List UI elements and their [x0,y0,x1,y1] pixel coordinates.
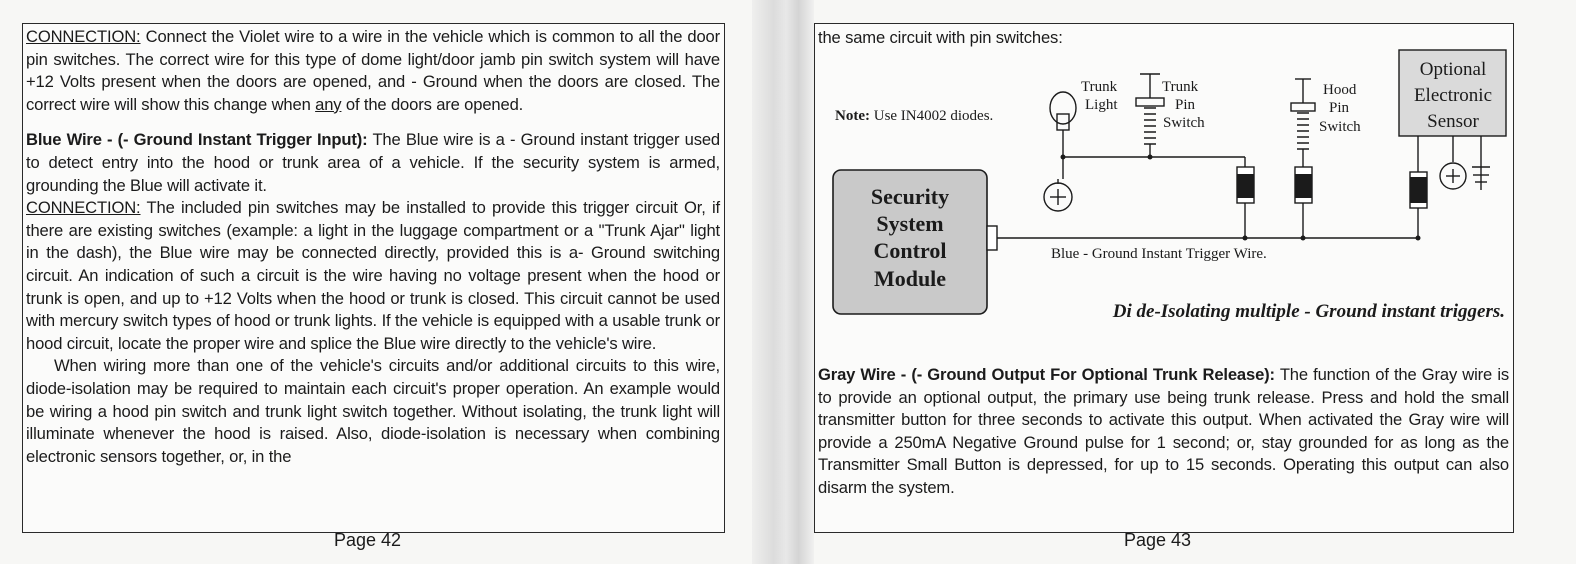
blue-wire-heading: Blue Wire - (- Ground Instant Trigger Input): [26,130,368,150]
trunk-pin-label-1: Trunk [1162,79,1199,95]
blue-connection-paragraph [26,197,720,355]
diode-icon [1410,172,1427,208]
trunk-light-positive-icon [1044,179,1072,211]
gray-wire-paragraph [818,364,1509,500]
page-43 [814,0,1576,564]
page-42-body [26,26,720,468]
blue-wire-paragraph [26,129,720,197]
blue-trigger-wire [989,203,1418,238]
sensor-label-3: Sensor [1427,111,1479,132]
junction-dot [1243,236,1248,241]
violet-connection-text: Connect the Violet wire to a wire in the vehicle which is common to all the door pin switches. The correct wire for this type of dome light/door jamb pin switch system will have +12 Volts present when the doors are opened, and - Ground when the doors are closed. The correct wire will show this change when [26,27,720,114]
module-label-3: Control [873,238,947,263]
trunk-light-label-1: Trunk [1081,79,1118,95]
diode-icon [1295,167,1312,203]
page-43-frame [814,23,1514,533]
wiring-paragraph: When wiring more than one of the vehicle's circuits and/or additional circuits to this wire, diode-isolation may be required to maintain each circuit's proper operation. An example would be wiring a hood pin switch and trunk light switch together. Without isolating, the trunk light will illuminate whenever the hood is raised. Also, diode-isolation is necessary when combining electronic sensors together, or, in the [26,356,720,466]
sensor-positive-icon [1440,163,1466,189]
page-42-text-frame [22,23,725,533]
hood-pin-label-3: Switch [1319,119,1361,135]
module-label-4: Module [873,266,947,291]
junction-dot [1061,155,1066,160]
blue-wire-label: Blue - Ground Instant Trigger Wire. [1051,246,1267,262]
trunk-light-label-2: Light [1085,97,1118,113]
sensor-label-2: Electronic [1413,85,1493,106]
page-42 [0,0,752,564]
trunk-pin-label-2: Pin [1175,97,1196,113]
blue-wire-text: The Blue wire is a - Ground instant trigger used to detect entry into the hood or trunk area of a vehicle. If the security system is armed, grounding the Blue will activate it. [26,130,720,195]
gray-wire-text: The function of the Gray wire is to provide an optional output, the primary use being trunk release. Press and hold the small transmitter button for three seconds to activate this output. When activated the Gray wire will provide a 250mA Negative Ground pulse for 1 second; or, stay grounded for as long as the Transmitter Small Button is depressed, for up to 15 seconds. Operating this output can also disarm the system. [818,365,1510,497]
hood-pin-switch-icon [1291,79,1315,174]
module-label-2: System [876,211,944,236]
sensor-leads [1418,136,1481,172]
diagram-caption: Di de-Isolating multiple - Ground instant triggers. [1112,301,1505,322]
hood-pin-label-2: Pin [1329,100,1350,116]
connection-label-2: CONNECTION: [26,198,141,218]
sensor-label-1: Optional [1419,59,1487,80]
any-emphasis: any [315,94,342,114]
junction-dot [1416,236,1421,241]
book-gutter [752,0,814,564]
gray-wire-heading: Gray Wire - (- Ground Output For Optional Trunk Release): [818,365,1275,384]
violet-connection-text-end: of the doors are opened. [341,94,524,114]
page-number-43: Page 43 [1124,530,1192,550]
intro-text: the same circuit with pin switches: [818,28,1063,47]
module-connector [987,226,997,250]
module-label-1: Security [870,184,950,209]
hood-pin-label-1: Hood [1323,82,1357,98]
ground-icon [1472,167,1490,190]
violet-connection-paragraph [26,26,720,116]
connection-label: CONNECTION: [26,27,141,46]
upper-wiring [1063,155,1245,167]
trunk-pin-label-3: Switch [1163,115,1205,131]
junction-dot [1148,155,1153,160]
diode-note: Note: Use IN4002 diodes. [835,108,994,124]
trunk-pin-switch-icon [1136,74,1164,155]
diode-isolation-diagram [815,24,1514,369]
diode-icon [1237,167,1254,203]
page-number-42: Page 42 [334,530,402,550]
gray-wire-section [818,364,1509,500]
junction-dot [1301,236,1306,241]
blue-connection-text: The included pin switches may be installed to provide this trigger circuit Or, if there are existing switches (example: a light in the luggage compartment or a "Trunk Ajar" light in the dash), the Blue wire may be connected directly, provided this is a- Ground switching circuit. An indication of such a circuit is the wire having no voltage present when the hood or trunk is open, and up to +12 Volts when the hood or trunk is closed. This circuit cannot be used with mercury switch types of hood or trunk lights. If the vehicle is equipped with a usable trunk or hood circuit, locate the proper wire and splice the Blue wire directly to the vehicle's wire. [26,198,720,353]
trunk-light-bulb-icon [1050,92,1076,179]
